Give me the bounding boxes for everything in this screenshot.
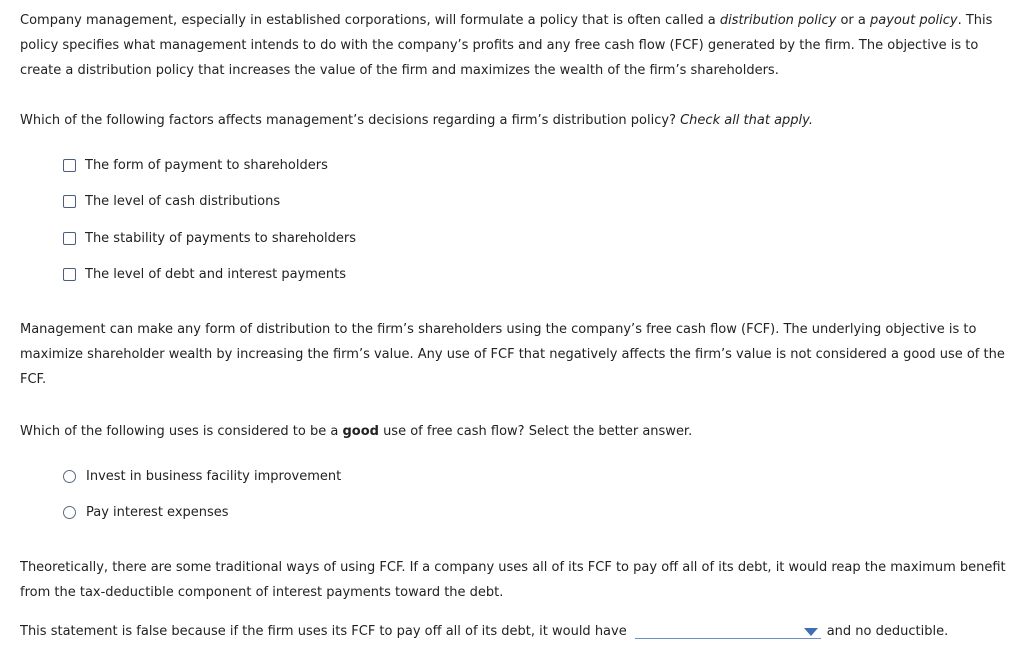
statement-line <box>20 622 1010 641</box>
q1-option-level-of-cash[interactable] <box>63 192 280 210</box>
question1-instruction: Check all that apply. <box>680 113 813 128</box>
q1-option-label: The level of cash distributions <box>85 193 281 209</box>
q1-option-form-of-payment[interactable] <box>63 156 328 174</box>
intro-text-part3: . This policy specifies what management intends to do with the company’s profits and any free cash flow (FCF) generated by the firm. The objective is to create a distribution policy that increases the value of the firm and maximizes the wealth of the firm’s shareholders. <box>20 13 993 78</box>
intro-term-distribution-policy: distribution policy <box>719 13 837 28</box>
question2-bold-good: good <box>342 424 379 439</box>
q1-option-label: The level of debt and interest payments <box>85 266 347 282</box>
intro-text-part2: or a <box>836 13 870 28</box>
checkbox-icon[interactable] <box>63 232 76 245</box>
statement-before: This statement is false because if the firm uses its FCF to pay off all of its debt, it would have <box>20 624 627 639</box>
question2-prompt <box>20 423 1010 441</box>
question1-text: Which of the following factors affects management’s decisions regarding a firm’s distribution policy? <box>20 113 681 128</box>
q1-option-label: The form of payment to shareholders <box>85 157 328 173</box>
intro-paragraph <box>20 8 1010 83</box>
statement-after: and no deductible. <box>826 624 949 639</box>
question2-text-after: use of free cash flow? Select the better answer. <box>378 424 693 439</box>
q1-option-debt-interest[interactable] <box>63 265 346 283</box>
q1-option-label: The stability of payments to shareholders <box>85 230 357 246</box>
checkbox-icon[interactable] <box>63 159 76 172</box>
radio-icon[interactable] <box>63 470 76 483</box>
q2-option-label: Pay interest expenses <box>86 504 229 520</box>
checkbox-icon[interactable] <box>63 268 76 281</box>
checkbox-icon[interactable] <box>63 195 76 208</box>
q2-option-pay-interest[interactable] <box>63 503 229 521</box>
question1-prompt <box>20 112 1010 130</box>
intro-text-part1: Company management, especially in established corporations, will formulate a policy that is often called a <box>20 13 720 28</box>
q2-option-invest-facility[interactable] <box>63 467 341 485</box>
question2-text-before: Which of the following uses is considered to be a <box>20 424 343 439</box>
paragraph3: Theoretically, there are some traditional ways of using FCF. If a company uses all of its FCF to pay off all of its debt, it would reap the maximum benefit from the tax-deductible component of interest payments toward the debt. <box>20 560 1006 600</box>
dropdown-arrow-icon[interactable] <box>804 628 818 636</box>
q2-option-label: Invest in business facility improvement <box>86 468 342 484</box>
intro-term-payout-policy: payout policy <box>869 13 958 28</box>
q1-option-stability[interactable] <box>63 229 356 247</box>
paragraph2: Management can make any form of distribution to the firm’s shareholders using the company’s free cash flow (FCF). The underlying objective is to maximize shareholder wealth by increasing the firm’s value. Any use of FCF that negatively affects the firm’s value is not considered a good use of the FCF. <box>20 322 1005 387</box>
answer-dropdown[interactable] <box>635 622 821 639</box>
radio-icon[interactable] <box>63 506 76 519</box>
